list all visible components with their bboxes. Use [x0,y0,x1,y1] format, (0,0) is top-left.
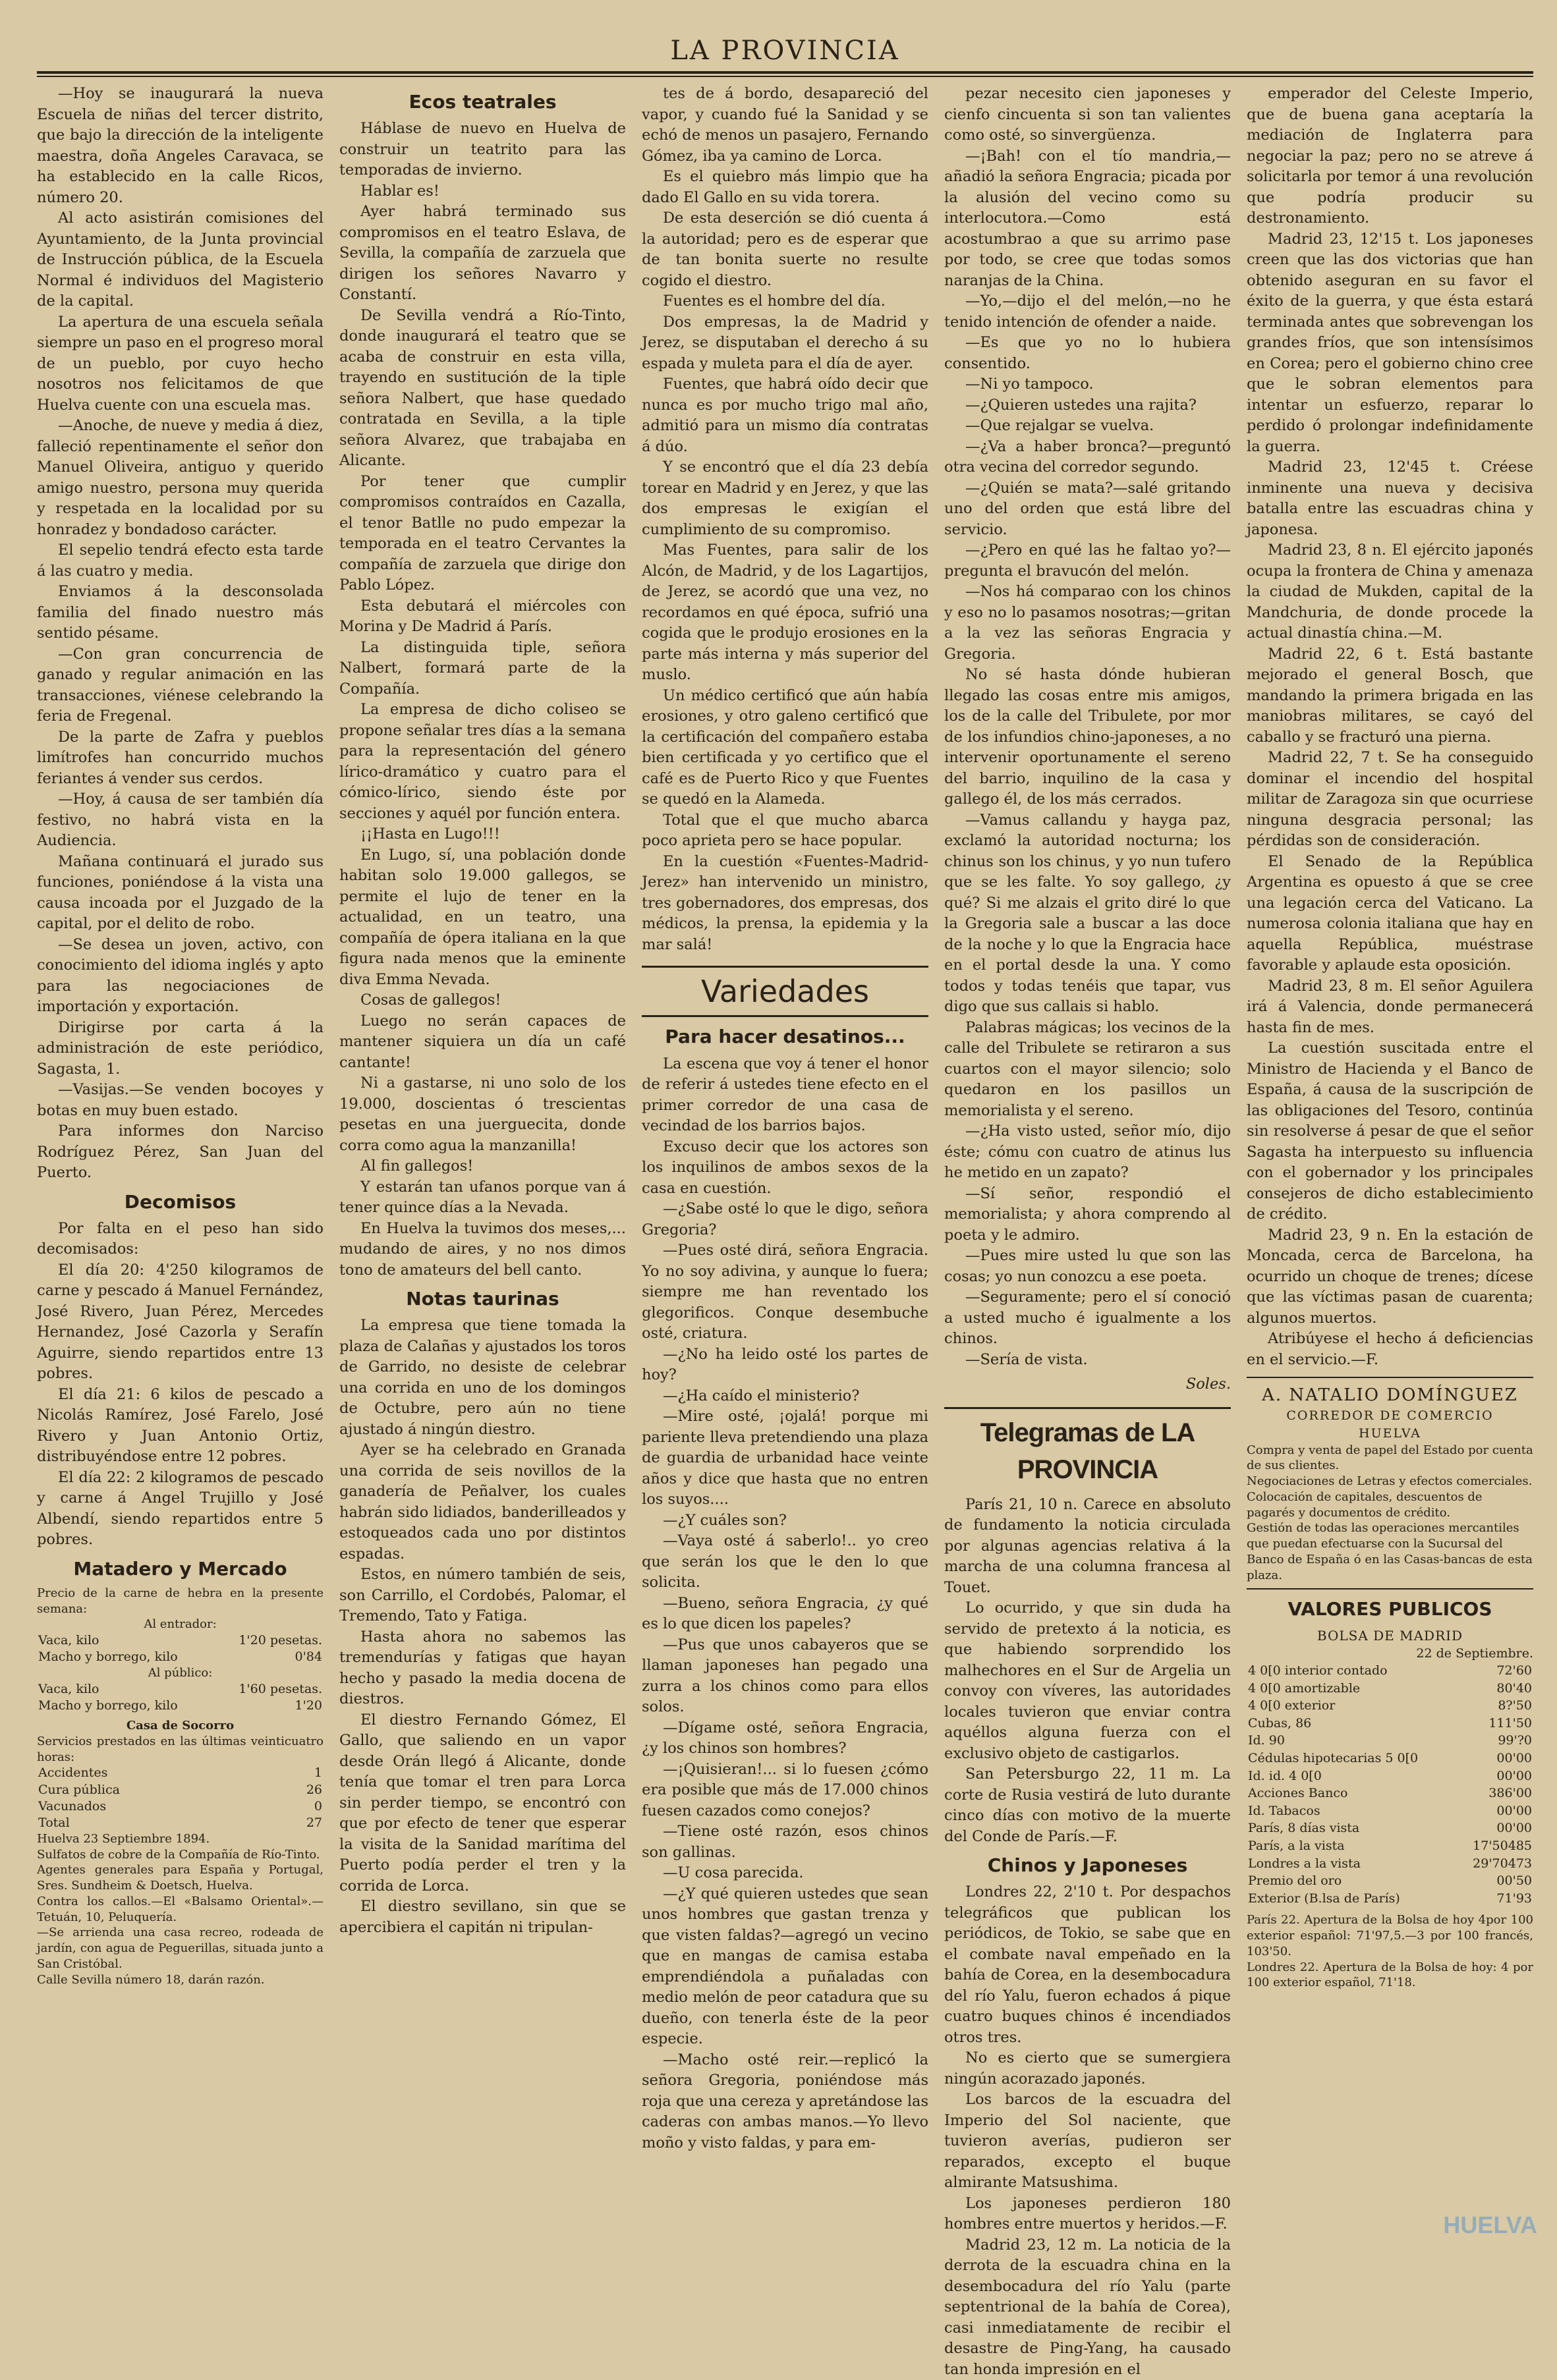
paragraph: —Pues mire usted lu que son las cosas; yo nun conozcu a ese poeta. [944,1247,1231,1285]
paragraph: —Macho osté reir.—replicó la señora Gregoria, poniéndose más roja que una cereza y apretándose las caderas con ambas manos.—Yo llevo moño y visto faldas, y para em- [642,2051,928,2151]
paragraph: —¿Quieren ustedes una rajita? [965,396,1197,414]
ad-name: A. NATALIO DOMÍNGUEZ [1262,1385,1518,1405]
row-value: 00'00 [1496,1768,1532,1783]
column-5 [1247,84,1533,2192]
chinos-heading: Chinos y Japoneses [987,1854,1188,1876]
paragraph: —Que rejalgar se vuelva. [965,417,1154,434]
paragraph: París 21, 10 n. Carece en absoluto de fundamento la noticia circulada por algunas agencias relativa á la marcha de una columna francesa al Touet. [944,1495,1231,1596]
row-label: Id. 90 [1248,1733,1285,1748]
paragraph: —Ni yo tampoco. [965,375,1094,393]
paragraph: El diestro sevillano, sin que se apercibiera el capitán ni tripulan- [339,1898,626,1936]
bolsa-heading: BOLSA DE MADRID [1316,1627,1463,1644]
matadero-heading: Matadero y Mercado [73,1557,287,1580]
paragraph: —¿Pero en qué las he faltao yo?—pregunta el bravucón del melón. [944,541,1231,580]
paragraph: Dirigirse por carta á la administración de este periódico, Sagasta, 1. [37,1018,324,1078]
table-row [1247,1819,1533,1837]
paragraph: Londres 22. Apertura de la Bolsa de hoy: 4 por 100 exterior español, 71'18. [1247,1960,1533,1990]
table-row [1247,1732,1533,1750]
paragraph: —Hoy se inaugurará la nueva Escuela de niñas del tercer distrito, que bajo la dirección de la inteligente maestra, doña Angeles Caravaca, se ha establecido en la calle Ricos, número 20. [37,85,324,206]
paragraph: —Hoy, á causa de ser también día festivo, no habrá vista en la Audiencia. [37,790,324,849]
paragraph: Londres 22, 2'10 t. Por despachos telegráficos que publican los periódicos, de Tokio, se sabe que en el combate naval empeñado en la bahía de Corea, en la desembocadura del río Yalu, fueron echados á pique cuatro buques chinos é incendiados otros tres. [944,1883,1231,2046]
paragraph: Cosas de gallegos! [360,991,501,1009]
masthead: LA PROVINCIA [670,36,900,66]
row-value: 1'20 pesetas. [239,1633,322,1648]
column-4 [944,84,1231,2378]
row-value: 0'84 [295,1649,322,1665]
col5-news [1247,84,1533,1370]
advertisement-box [1247,1377,1533,1590]
columns [37,84,1533,2378]
paragraph: Madrid 23, 12'15 t. Los japoneses creen que las dos victorias que han obtenido aseguran en su favor el éxito de la guerra, y que ésta estará terminada antes que sobrevengan los grandes fríos, que son intensísimos en Corea; pero el gobierno chino cree que le sobran elementos para intentar un esfuerzo, reparar lo perdido ó prolongar indefinidamente la guerra. [1247,230,1533,455]
paragraph: De la parte de Zafra y pueblos limítrofes han concurrido muchos feriantes á vender sus cerdos. [37,728,324,787]
al-entrador-label: Al entrador: [144,1617,217,1632]
paragraph: Es el quiebro más limpio que ha dado El Gallo en su vida torera. [642,168,928,206]
socorro-heading: Casa de Socorro [126,1719,235,1733]
row-label: Vacunados [38,1798,107,1813]
paragraph: Y estarán tan ufanos porque van á tener quince días a la Nevada. [339,1178,626,1217]
row-label: Exterior (B.lsa de París) [1248,1891,1400,1906]
paragraph: Para informes don Narciso Rodríguez Pérez, San Juan del Puerto. [37,1122,324,1181]
telegramas-heading: Telegramas de LA PROVINCIA [944,1407,1231,1488]
desatinos-heading: Para hacer desatinos... [665,1026,905,1048]
paragraph: Hasta ahora no sabemos las tremendurías y fatigas que hayan hecho y pasado la media docena de diestros. [339,1628,626,1708]
socorro-total [37,1815,324,1831]
column-3 [642,84,928,2192]
row-value: 111'50 [1488,1715,1532,1730]
col3-news [642,84,928,955]
paragraph: Ayer habrá terminado sus compromisos en el teatro Eslava, de Sevilla, la compañía de zarzuela que dirigen los señores Navarro y Constantí. [339,203,626,304]
paragraph: Gestión de todas las operaciones mercantiles que puedan efectuarse con la Sucursal del Banco de España ó en las Casas-bancas de esta plaza. [1247,1521,1533,1582]
row-value: 00'00 [1496,1751,1532,1766]
table-row [1247,1785,1533,1802]
row-value: 29'70473 [1473,1856,1532,1871]
paragraph: tes de á bordo, desapareció del vapor, y cuando fué la Sanidad y se echó de menos un pasajero, Fernando Gómez, iba ya camino de Lorca. [642,85,928,165]
paragraph: Los barcos de la escuadra del Imperio del Sol naciente, que tuvieron averías, pudieron ser reparados, excepto el buque almirante Matsushima. [944,2091,1231,2192]
decomisos-body [37,1219,324,1551]
row-label: Macho y borrego, kilo [38,1698,178,1713]
paragraph: Mañana continuará el jurado sus funciones, poniéndose á la vista una causa incoada por el Juzgado de la capital, por el delito de robo. [37,852,324,932]
row-value: 1'60 pesetas. [239,1682,322,1697]
table-row [1247,1802,1533,1820]
row-value: 00'00 [1496,1803,1532,1818]
paragraph: —Con gran concurrencia de ganado y regular animación en las transacciones, viénese celebrando la feria de Fregenal. [37,645,324,725]
paragraph: Madrid 23, 8 n. El ejército japonés ocupa la frontera de China y amenaza la ciudad de Mukden, capital de la Mandchuria, de donde procede la actual dinastía china.—M. [1247,541,1533,642]
paragraph: Madrid 23, 12 m. La noticia de la derrota de la escuadra china en la desembocadura del río Yalu (parte septentrional de la bahía de Corea), casi inmediatamente de recibir el desastre de Ping-Yang, ha causado tan honda impresión en el [944,2236,1231,2378]
table-row [37,1698,324,1714]
paragraph: No sé hasta dónde hubieran llegado las cosas entre mis amigos, los de la calle del Tribulete, por mor de los infundios chino-japoneses, a no intervenir oportunamente el sereno del barrio, inquilino de la casa y gallego él, de los más cerrados. [944,666,1231,808]
paragraph: —Nos há comparao con los chinos y eso no lo pasamos nosotras;—gritan a la vez las señoras Engracia y Gregoria. [944,583,1231,663]
socorro-table [37,1765,324,1814]
paragraph: Los japoneses perdieron 180 hombres entre muertos y heridos.—F. [944,2194,1231,2233]
matadero-date: Huelva 23 Septiembre 1894. [37,1831,210,1846]
paragraph: Háblase de nuevo en Huelva de construir un teatrito para las temporadas de invierno. [339,120,626,179]
paragraph: Al fin gallegos! [360,1157,474,1175]
paragraph: Mas Fuentes, para salir de los Alcón, de Madrid, y de los Lagartijos, de Jerez, se acordó que una vez, no recordamos en qué época, sufrió una cogida que le produjo erosiones en la parte más interna y más superior del muslo. [642,541,928,683]
paragraph: —Dígame osté, señora Engracia, ¿y los chinos son hombres? [642,1719,928,1757]
story-signature: Soles. [1185,1375,1231,1393]
paragraph: Negociaciones de Letras y efectos comerciales. [1247,1474,1533,1489]
paragraph: En Lugo, sí, una población donde habitan solo 19.000 gallegos, se permite el lujo de tener en la actualidad, en un teatro, una compañía de ópera italiana en la que figura nada menos que la eminente diva Emma Nevada. [339,846,626,988]
paragraph: —Tiene osté razón, esos chinos son gallinas. [642,1823,928,1861]
telegramas-body [944,1495,1231,1848]
paragraph: —Bueno, señora Engracia, ¿y qué es lo que dicen los papeles? [642,1594,928,1633]
paragraph: La apertura de una escuela señala siempre un paso en el progreso moral de un pueblo, por cuyo hecho nosotros nos felicitamos de que Huelva cuente con una escuela mas. [37,313,324,414]
column-1 [37,84,324,2192]
toros-heading: Notas taurinas [406,1288,559,1310]
paragraph: Palabras mágicas; los vecinos de la calle del Tribulete se retiraron a sus cuartos con el mayor silencio; solo quedaron en los pasillos un memorialista y el sereno. [944,1018,1231,1119]
paragraph: —¿Y qué quieren ustedes que sean unos hombres que gastan trenza y que visten faldas?—agregó un vecino que en mangas de camisa estaba emprendiéndola a puñaladas con medio melón de peor catadura que su dueño, con tenerla éste de la peor especie. [642,1885,928,2048]
col4-story [944,84,1231,1370]
row-value: 26 [306,1782,322,1797]
bolsa-notes [1247,1912,1533,1991]
ecos-heading: Ecos teatrales [409,91,557,113]
row-label: París, a la vista [1248,1839,1345,1854]
row-label: 4 0[0 exterior [1248,1698,1336,1713]
paragraph: ¡¡Hasta en Lugo!!! [360,825,500,843]
chinos-body [944,1882,1231,2380]
paragraph: Al acto asistirán comisiones del Ayuntamiento, de la Junta provincial de Instrucción pública, de la Escuela Normal é individuos del Magisterio de la capital. [37,209,324,310]
archive-watermark: HUELVA [1443,2211,1537,2238]
paragraph: —¡Bah! con el tío mandria,—añadió la señora Engracia; picada por la alusión del vecino como su interlocutora.—Como está acostumbrao a que su arrimo pase por todo, se cree que todas somos naranjas de la China. [944,147,1231,289]
table-row [1247,1837,1533,1855]
row-value: 72'60 [1496,1663,1532,1678]
row-label: Premio del oro [1248,1873,1342,1889]
row-value: 00'00 [1496,1821,1532,1836]
row-value: 00'50 [1496,1873,1532,1889]
paragraph: Madrid 22, 6 t. Está bastante mejorado el general Bosch, que mandando la primera brigada en las maniobras militares, se cayó del caballo y se fracturó una pierna. [1247,645,1533,746]
paragraph: En la cuestión «Fuentes-Madrid-Jerez» han intervenido un ministro, tres gobernadores, dos empresas, dos médicos, la prensa, la epidemia y la mar salá! [642,852,928,953]
paragraph: —¿No ha leido osté los partes de hoy? [642,1345,928,1384]
paragraph: El Senado de la República Argentina es opuesto á que se cree una legación cerca del Vaticano. La numerosa colonia italiana que hay en aquella República, muéstrase favorable y aplaude esta oposición. [1247,852,1533,974]
row-value: 99'?0 [1498,1733,1532,1748]
row-label: 4 0[0 interior contado [1248,1663,1388,1678]
paragraph: El día 21: 6 kilos de pescado a Nicolás Ramírez, José Farelo, José Rivero y Juan Antonio Ortiz, distribuyéndose entre 12 pobres. [37,1385,324,1466]
paragraph: Ni a gastarse, ni uno solo de los 19.000, doscientas ó trescientas pesetas en una juerguecita, donde corra como agua la manzanilla! [339,1074,626,1154]
paragraph: Enviamos á la desconsolada familia del finado nuestro más sentido pésame. [37,583,324,642]
paragraph: El día 20: 4'250 kilogramos de carne y pescado á Manuel Fernández, José Rivero, Juan Pérez, Mercedes Hernandez, José Cazorla y Serafín Aguirre, siendo repartidos entre 13 pobres. [37,1261,324,1383]
paragraph: Dos empresas, la de Madrid y Jerez, se disputaban el derecho á su espada y muleta para el día de ayer. [642,313,928,372]
precios-publico-table [37,1681,324,1714]
row-label: París, 8 días vista [1248,1821,1360,1836]
row-label: Cédulas hipotecarias 5 0[0 [1248,1751,1419,1766]
paragraph: Luego no serán capaces de mantener siquiera un día un café cantante! [339,1012,626,1071]
row-label: Acciones Banco [1248,1786,1348,1801]
paragraph: Y se encontró que el día 23 debía torear en Madrid y en Jerez, y que las dos empresas le exigían el cumplimiento de su compromiso. [642,458,928,538]
paragraph: —U cosa parecida. [663,1864,804,1882]
table-row [37,1798,324,1815]
paragraph: No es cierto que se sumergiera ningún acorazado japonés. [944,2049,1231,2088]
row-label: Accidentes [38,1765,108,1781]
paragraph: Compra y venta de papel del Estado por cuenta de sus clientes. [1247,1443,1533,1473]
row-label: Macho y borrego, kilo [38,1649,178,1665]
row-value: 8?'50 [1498,1698,1532,1713]
bolsa-date: 22 de Septiembre. [1416,1646,1533,1661]
toros-body [339,1315,626,1938]
paragraph: París 22. Apertura de la Bolsa de hoy 4por 100 exterior español: 71'97,5.—3 por 100 francés, 103'50. [1247,1913,1533,1958]
paragraph: Estos, en número también de seis, son Carrillo, el Cordobés, Palomar, el Tremendo, Tato y Fatiga. [339,1566,626,1625]
paragraph: Un médico certificó que aún había erosiones, y otro galeno certificó que la certificación del compañero estaba bien certificada y yo certifico que el café es de Puerto Rico y que Fuentes se quedó en la Alameda. [642,686,928,808]
sulfatos-block [37,1847,324,1988]
desatinos-body [642,1054,928,2154]
paragraph: La empresa que tiene tomada la plaza de Calañas y ajustados los toros de Garrido, no desiste de celebrar una corrida en uno de los domingos de Octubre, pero aún no tiene ajustado á ningún diestro. [339,1317,626,1438]
paragraph: La distinguida tiple, señora Nalbert, formará parte de la Compañía. [339,638,626,698]
paragraph: —Se arrienda una casa recreo, rodeada de jardín, con agua de Peguerillas, situada junto a San Cristóbal. [37,1925,324,1971]
row-label: Id. Tabacos [1248,1803,1320,1818]
row-value: 17'50485 [1473,1839,1532,1854]
paragraph: —¿Ha caído el ministerio? [663,1387,860,1404]
decomisos-heading: Decomisos [124,1190,237,1213]
paragraph: —Vaya osté á saberlo!.. yo creo que serán los que le den lo que solicita. [642,1532,928,1591]
row-value: 1'20 [295,1698,322,1713]
paragraph: Excuso decir que los actores son los inquilinos de ambos sexos de la casa en cuestión. [642,1138,928,1197]
paragraph: Lo ocurrido, y que sin duda ha servido de pretexto á la noticia, es que habiendo sorprendido los malhechores en el Sur de Argelia un convoy con víveres, las autoridades locales tuvieron que enviar contra aquéllos alguna fuerza con el exclusivo objeto de castigarlos. [944,1599,1231,1762]
paragraph: Total que el que mucho abarca poco aprieta pero se hace popular. [642,811,928,849]
table-row [1247,1890,1533,1908]
valores-table [1247,1662,1533,1907]
paragraph: —Yo,—dijo el del melón,—no he tenido intención de ofender a naide. [944,292,1231,331]
ecos-body [339,119,626,1281]
paragraph: —Vamus callandu y hayga paz, exclamó la autoridad nocturna; los chinus son los chinus, y yo nun tufero que se les falte. Yo soy gallego, ¿y qué? Si me alzais el grito diré lo que la Gregoria sale a buscar a las doce de la noche y lo que la Engracia hace en el portal desde la una. Y como todos y todas tenéis que tapar, vus digo que sus callais si hablo. [944,811,1231,1015]
total-label: Total [38,1815,70,1830]
paragraph: Sulfatos de cobre de la Compañía de Río-Tinto. [37,1847,320,1862]
ad-city: HUELVA [1359,1425,1421,1441]
row-label: Id. id. 4 0[0 [1248,1768,1322,1783]
row-label: 4 0[0 amortizable [1248,1680,1361,1696]
paragraph: Madrid 22, 7 t. Se ha conseguido dominar el incendio del hospital militar de Zaragoza sin que ocurriese ninguna desgracia personal; las pérdidas son de consideración. [1247,749,1533,849]
table-row [1247,1715,1533,1732]
ad-lines [1247,1443,1533,1584]
row-label: Vaca, kilo [38,1633,99,1648]
paragraph: Madrid 23, 9 n. En la estación de Moncada, cerca de Barcelona, ha ocurrido un choque de trenes; dícese que las víctimas pasan de cuarenta; algunos muertos. [1247,1226,1533,1327]
paragraph: —¡Quisieran!... si lo fuesen ¿cómo era posible que más de 17.000 chinos fuesen cazados como conejos? [642,1760,928,1819]
paragraph: —Se desea un joven, activo, con conocimiento del idioma inglés y apto para las negociaciones de importación y exportación. [37,935,324,1015]
paragraph: —¿Sabe osté lo que le digo, señora Gregoria? [642,1200,928,1238]
paragraph: —¿Ha visto usted, señor mío, dijo éste; cómu con cuatro de atinus lus he metido en un zapato? [944,1122,1231,1181]
total-value: 27 [306,1815,322,1830]
paragraph: —¿Va a haber bronca?—preguntó otra vecina del corredor segundo. [944,437,1231,476]
row-value: 0 [314,1798,322,1813]
row-value: 386'00 [1488,1786,1532,1801]
paragraph: En Huelva la tuvimos dos meses,... mudando de aires, y no nos dimos tono de amateurs del bell canto. [339,1219,626,1279]
paragraph: El diestro Fernando Gómez, El Gallo, que saliendo en un vapor desde Orán llegó á Alicante, donde tenía que tomar el tren para Lorca sin perder tiempo, se encontró con que por efecto de tener que esperar la visita de la Sanidad marítima del Puerto podía perder el tren y la corrida de Lorca. [339,1711,626,1895]
paragraph: —¿Quién se mata?—salé gritando uno del orden que está libre del servicio. [944,479,1231,538]
valores-heading: VALORES PUBLICOS [1288,1598,1492,1620]
table-row [37,1782,324,1798]
paragraph: —Vasijas.—Se venden bocoyes y botas en muy buen estado. [37,1081,324,1119]
paragraph: Ayer se ha celebrado en Granada una corrida de seis novillos de la ganadería de Peñalver, los cuales habrán sido lidiados, banderilleados y estoqueados cada uno por distintos espadas. [339,1441,626,1563]
precios-entrador-table [37,1632,324,1665]
table-row [37,1681,324,1698]
paragraph: —Pus que unos cabayeros que se llaman japoneses han pegado una zurra a los chinos como para ellos solos. [642,1636,928,1716]
masthead-rule [37,71,1533,77]
paragraph: Fuentes es el hombre del día. [663,292,886,310]
paragraph: Hablar es! [360,182,439,200]
paragraph: pezar necesito cien japoneses y cienfo cincuenta si son tan valientes como osté, so sinvergüenza. [944,85,1231,144]
paragraph: El día 22: 2 kilogramos de pescado y carne á Angel Trujillo y José Albendí, siendo repartidos entre 5 pobres. [37,1468,324,1549]
paragraph: —Sería de vista. [965,1350,1088,1368]
table-row [1247,1855,1533,1873]
paragraph: Contra los callos.—El «Balsamo Oriental».—Tetuán, 10, Peluquería. [37,1894,324,1924]
column-2 [339,84,626,2192]
paragraph: La empresa de dicho coliseo se propone señalar tres días a la semana para la representación del género lírico-dramático y cuatro para el cómico-lírico, siendo éste por secciones y aquél por función entera. [339,701,626,822]
paragraph: Esta debutará el miércoles con Morina y De Madrid á París. [339,597,626,636]
row-value: 71'93 [1496,1891,1532,1906]
paragraph: —Sí señor, respondió el memorialista; y ahora comprendo al poeta y le admiro. [944,1184,1231,1244]
table-row [1247,1872,1533,1890]
row-label: Cubas, 86 [1248,1715,1312,1730]
table-row [1247,1697,1533,1715]
row-value: 80'40 [1496,1680,1532,1696]
table-row [37,1632,324,1649]
paragraph: De esta deserción se dió cuenta á la autoridad; pero es de esperar que de tan bonita suerte no resulte cogido el diestro. [642,209,928,289]
row-label: Cura pública [38,1782,120,1797]
paragraph: Calle Sevilla número 18, darán razón. [37,1972,265,1987]
paragraph: San Petersburgo 22, 11 m. La corte de Rusia vestirá de luto durante cinco días con motivo de la muerte del Conde de París.—F. [944,1765,1231,1845]
matadero-intro: Precio de la carne de hebra en la presente semana: [37,1586,324,1616]
paragraph: —¿Y cuáles son? [663,1511,787,1529]
table-row [1247,1662,1533,1680]
table-row [1247,1680,1533,1698]
paragraph: Por tener que cumplir compromisos contraídos en Cazalla, el tenor Batlle no pudo empezar la temporada en el teatro Cervantes la compañía de zarzuela que dirige don Pablo López. [339,472,626,594]
paragraph: Fuentes, que habrá oído decir que nunca es por mucho trigo mal año, admitió para un mismo día contratas á dúo. [642,375,928,455]
socorro-intro: Servicios prestados en las últimas veinticuatro horas: [37,1734,324,1764]
paragraph: Colocación de capitales, descuentos de pagarés y documentos de crédito. [1247,1489,1483,1520]
table-row [37,1765,324,1781]
paragraph: Madrid 23, 8 m. El señor Aguilera irá á Valencia, donde permanecerá hasta fin de mes. [1247,977,1533,1036]
table-row [37,1649,324,1665]
table-row [1247,1750,1533,1767]
col1-news [37,84,324,1184]
paragraph: Por falta en el peso han sido decomisados: [37,1219,324,1258]
paragraph: —Es que yo no lo hubiera consentido. [944,334,1231,372]
paragraph: Agentes generales para España y Portugal, Sres. Sundheim & Doetsch, Huelva. [37,1863,324,1893]
variedades-heading: Variedades [642,966,928,1017]
paragraph: El sepelio tendrá efecto esta tarde á las cuatro y media. [37,541,324,580]
row-label: Londres a la vista [1248,1856,1361,1871]
al-publico-label: Al público: [148,1666,213,1680]
paragraph: De Sevilla vendrá a Río-Tinto, donde inaugurará el teatro que se acaba de construir en esta villa, trayendo en sustitución de la tiple señora Nalbert, que hase quedado contratada en Sevilla, a la tiple señora Alvarez, que trabajaba en Alicante. [339,306,626,470]
row-value: 1 [314,1765,322,1781]
matadero-block [37,1586,324,1987]
paragraph: La escena que voy á tener el honor de referir á ustedes tiene efecto en el primer corredor de una casa de vecindad de los barrios bajos. [642,1055,928,1135]
paragraph: Madrid 23, 12'45 t. Créese inminente una nueva y decisiva batalla entre las escuadras china y japonesa. [1247,458,1533,538]
row-label: Vaca, kilo [38,1682,99,1697]
paragraph: —Seguramente; pero el sí conoció a usted mucho é igualmente a los chinos. [944,1288,1231,1347]
ad-role: CORREDOR DE COMERCIO [1286,1408,1494,1424]
table-row [1247,1767,1533,1785]
paragraph: emperador del Celeste Imperio, que de buena gana aceptaría la mediación de Inglaterra para negociar la paz; pero no se atreve á solicitarla por temor á una revolución que podría producir su destronamiento. [1247,85,1533,227]
paragraph: —Mire osté, ¡ojalá! porque mi pariente lleva pretendiendo una plaza de guardia de urbanidad hace veinte años y dice que hasta que no entren los suyos.... [642,1408,928,1508]
paragraph: Atribúyese el hecho á deficiencias en el servicio.—F. [1247,1330,1533,1368]
paragraph: —Pues osté dirá, señora Engracia. Yo no soy adivina, y aunque lo fuera; siempre me han reventado los glegorificos. Conque desembuche osté, criatura. [642,1242,928,1342]
paragraph: —Anoche, de nueve y media á diez, falleció repentinamente el señor don Manuel Oliveira, antiguo y querido amigo nuestro, persona muy querida y respetada en la localidad por su honradez y bondadoso carácter. [37,417,324,538]
paragraph: La cuestión suscitada entre el Ministro de Hacienda y el Banco de España, á causa de la suscripción de las obligaciones del Tesoro, continúa sin resolverse á pesar de que el señor Sagasta ha interpuesto su influencia con el gobernador y los principales consejeros de dicho establecimiento de crédito. [1247,1039,1533,1223]
